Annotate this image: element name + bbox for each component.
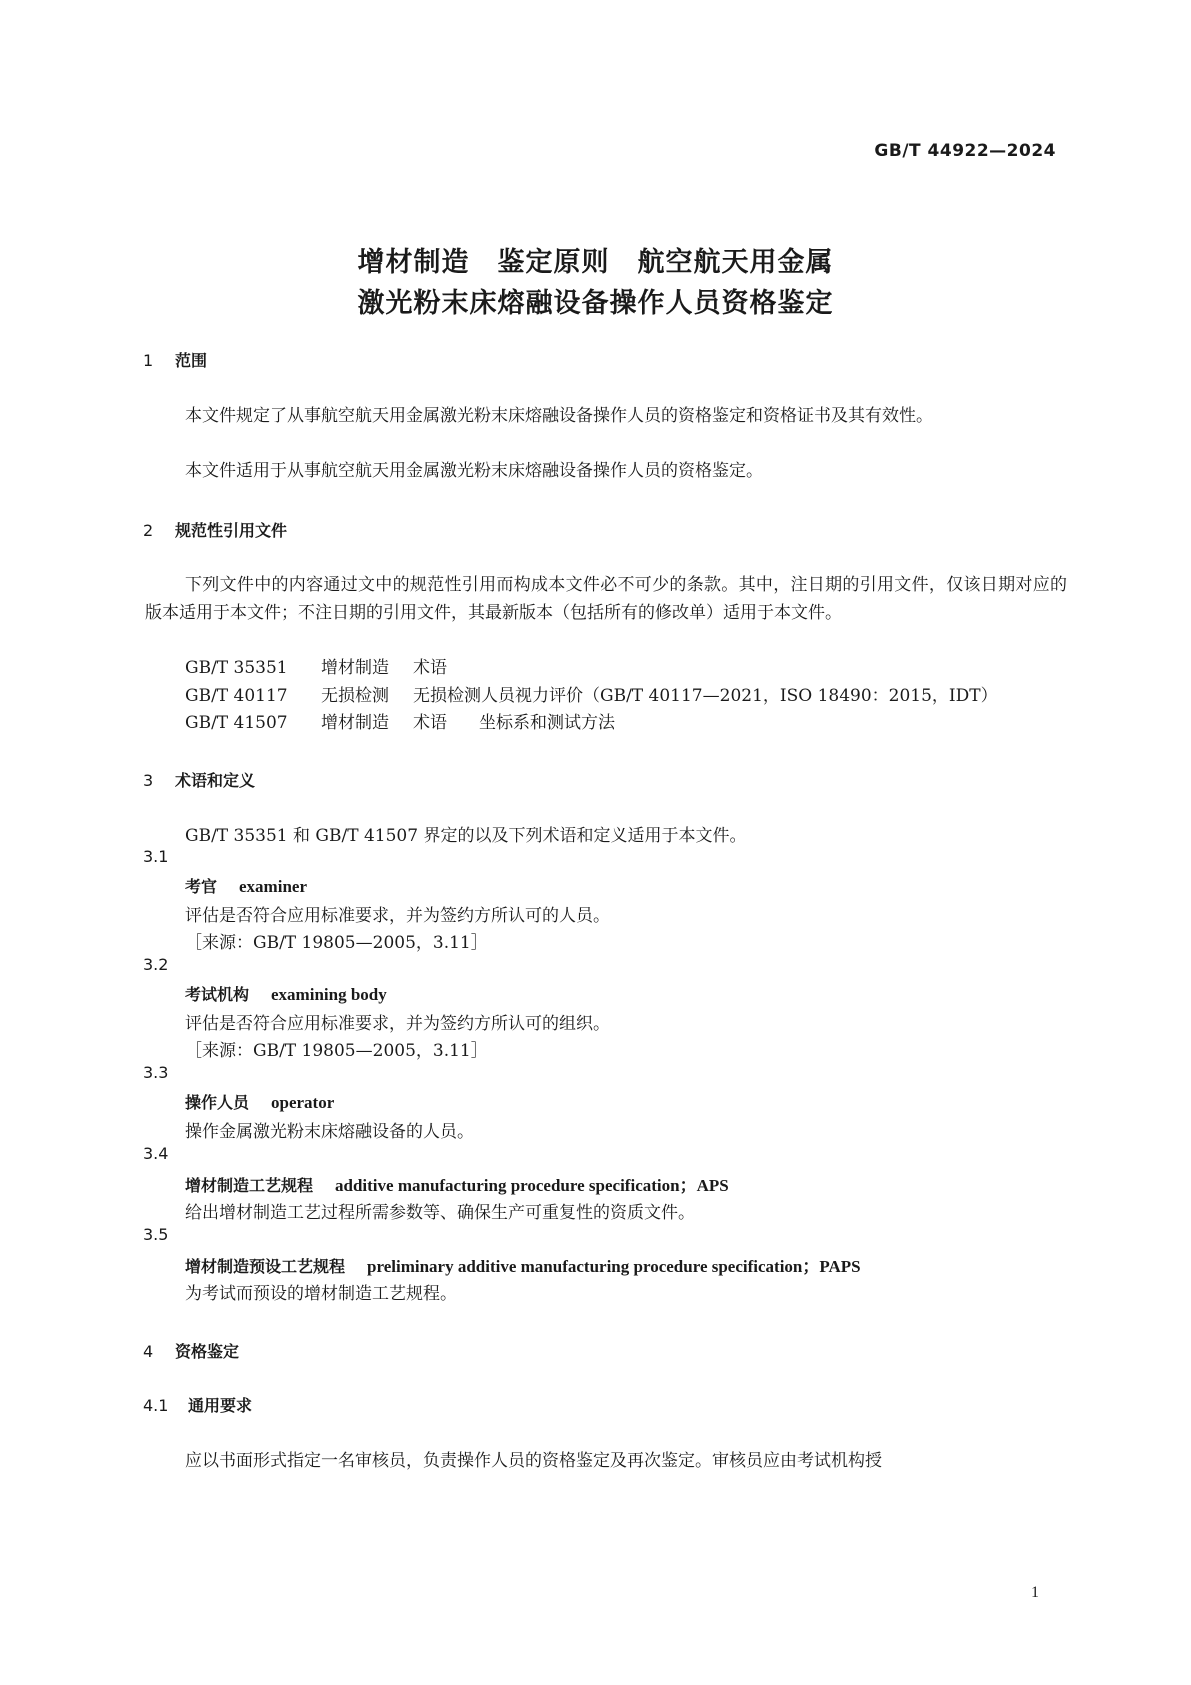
term-zh: 操作人员: [185, 1093, 250, 1112]
section-title: 规范性引用文件: [175, 521, 288, 540]
reference-title-part: 无损检测人员视力评价（GB/T 40117—2021，ISO 18490：2015，IDT）: [413, 686, 998, 706]
section-number: 1: [143, 351, 154, 370]
normative-reference: [185, 653, 447, 678]
subsection-title: 通用要求: [188, 1396, 253, 1415]
reference-title-part: 无损检测: [321, 686, 389, 706]
term-heading: [185, 1090, 334, 1113]
reference-title-part: 增材制造: [321, 658, 389, 678]
section-title: 资格鉴定: [175, 1342, 240, 1361]
reference-title-part: 术语: [413, 713, 447, 733]
document-title-line2: 激光粉末床熔融设备操作人员资格鉴定: [357, 288, 834, 319]
term-definition: 操作金属激光粉末床熔融设备的人员。: [185, 1122, 474, 1142]
term-en: additive manufacturing procedure specification；APS: [335, 1176, 729, 1195]
section-1-paragraph-1: 本文件规定了从事航空航天用金属激光粉末床熔融设备操作人员的资格鉴定和资格证书及其有效性。: [185, 406, 933, 426]
reference-code: GB/T 35351: [185, 658, 288, 678]
normative-reference: [185, 681, 998, 706]
term-zh: 增材制造预设工艺规程: [185, 1257, 346, 1276]
section-number: 3: [143, 771, 154, 790]
subsection-number: 4.1: [143, 1396, 169, 1415]
section-number: 4: [143, 1342, 154, 1361]
term-number: 3.4: [143, 1144, 169, 1163]
term-source: ［来源：GB/T 19805—2005，3.11］: [185, 933, 488, 953]
subsection-4-1-paragraph: 应以书面形式指定一名审核员，负责操作人员的资格鉴定及再次鉴定。审核员应由考试机构授: [185, 1451, 882, 1471]
reference-code: GB/T 40117: [185, 686, 288, 706]
section-2-heading: [143, 518, 287, 541]
term-definition: 评估是否符合应用标准要求，并为签约方所认可的人员。: [185, 906, 610, 926]
term-definition: 给出增材制造工艺过程所需参数等、确保生产可重复性的资质文件。: [185, 1203, 695, 1223]
standard-code: GB/T 44922—2024: [874, 141, 1056, 161]
term-heading: [185, 1252, 861, 1277]
term-definition: 为考试而预设的增材制造工艺规程。: [185, 1284, 457, 1304]
section-1-paragraph-2: 本文件适用于从事航空航天用金属激光粉末床熔融设备操作人员的资格鉴定。: [185, 461, 763, 481]
section-3-heading: [143, 768, 255, 791]
term-en: examiner: [239, 877, 307, 896]
term-heading: [185, 1171, 729, 1196]
term-en: operator: [271, 1093, 335, 1112]
term-number: 3.2: [143, 955, 169, 974]
page-number: 1: [1031, 1584, 1039, 1601]
term-zh: 考试机构: [185, 985, 250, 1004]
subsection-4-1-heading: [143, 1393, 252, 1416]
term-heading: [185, 982, 387, 1005]
term-source: ［来源：GB/T 19805—2005，3.11］: [185, 1041, 488, 1061]
term-zh: 考官: [185, 877, 218, 896]
section-4-heading: [143, 1339, 239, 1362]
term-heading: [185, 874, 307, 897]
term-number: 3.1: [143, 847, 169, 866]
reference-title-part: 增材制造: [321, 713, 389, 733]
normative-reference: [185, 708, 615, 733]
document-title-line1: 增材制造 鉴定原则 航空航天用金属: [357, 247, 834, 278]
term-en: preliminary additive manufacturing procedure specification；PAPS: [367, 1257, 861, 1276]
term-zh: 增材制造工艺规程: [185, 1176, 314, 1195]
section-3-intro: GB/T 35351 和 GB/T 41507 界定的以及下列术语和定义适用于本文件。: [185, 826, 747, 846]
term-en: examining body: [271, 985, 387, 1004]
term-definition: 评估是否符合应用标准要求，并为签约方所认可的组织。: [185, 1014, 610, 1034]
section-title: 范围: [175, 351, 208, 370]
reference-code: GB/T 41507: [185, 713, 288, 733]
section-number: 2: [143, 521, 154, 540]
section-title: 术语和定义: [175, 771, 256, 790]
section-1-heading: [143, 348, 207, 371]
section-2-paragraph-1: 下列文件中的内容通过文中的规范性引用而构成本文件必不可少的条款。其中，注日期的引用文件，仅该日期对应的版本适用于本文件；不注日期的引用文件，其最新版本（包括所有的修改单）适用于本文件。: [145, 575, 1067, 623]
term-number: 3.3: [143, 1063, 169, 1082]
reference-title-part: 术语: [413, 658, 447, 678]
reference-title-part: 坐标系和测试方法: [479, 713, 615, 733]
term-number: 3.5: [143, 1225, 169, 1244]
